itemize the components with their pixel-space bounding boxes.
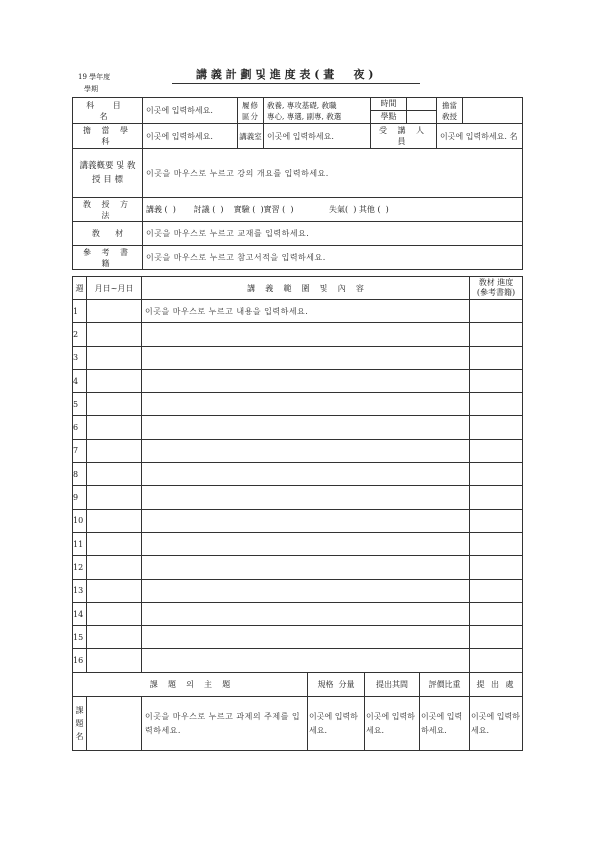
week-date-input[interactable] bbox=[87, 346, 142, 369]
hours-credits-value[interactable] bbox=[407, 98, 437, 124]
week-progress-input[interactable] bbox=[470, 532, 523, 555]
week-date-input[interactable] bbox=[87, 626, 142, 649]
course-type-options[interactable] bbox=[264, 98, 371, 124]
week-number: 9 bbox=[73, 486, 87, 509]
schedule-row bbox=[73, 393, 523, 416]
week-progress-input[interactable] bbox=[470, 579, 523, 602]
subject-input[interactable]: 이곳에 입력하세요. bbox=[143, 98, 238, 124]
week-progress-input[interactable] bbox=[470, 369, 523, 392]
schedule-row bbox=[73, 323, 523, 346]
reference-label: 參 考 書 籍 bbox=[73, 246, 143, 270]
week-content-input[interactable] bbox=[142, 556, 470, 579]
week-progress-input[interactable] bbox=[470, 416, 523, 439]
credits-label: 學點 bbox=[380, 112, 397, 121]
week-date-input[interactable] bbox=[87, 393, 142, 416]
hours-credits-cell bbox=[371, 98, 407, 124]
course-type-options-line1: 敎養, 專攻基礎, 敎職 bbox=[267, 100, 337, 110]
week-number: 13 bbox=[73, 579, 87, 602]
week-progress-input[interactable] bbox=[470, 486, 523, 509]
reference-input[interactable]: 이곳을 마우스로 누르고 참고서적을 입력하세요. bbox=[143, 246, 523, 270]
week-number: 10 bbox=[73, 509, 87, 532]
week-number: 7 bbox=[73, 439, 87, 462]
week-date-input[interactable] bbox=[87, 439, 142, 462]
assignment-due-header: 提出其間 bbox=[365, 673, 420, 697]
week-number: 1 bbox=[73, 300, 87, 323]
room-label: 講義室 bbox=[238, 124, 264, 149]
week-date-input[interactable] bbox=[87, 532, 142, 555]
week-content-input[interactable] bbox=[142, 346, 470, 369]
week-content-input[interactable] bbox=[142, 323, 470, 346]
week-date-input[interactable] bbox=[87, 556, 142, 579]
hours-label: 時間 bbox=[371, 98, 406, 111]
week-progress-input[interactable] bbox=[470, 393, 523, 416]
week-content-input[interactable] bbox=[142, 486, 470, 509]
professor-label: 擔當敎授 bbox=[437, 98, 463, 124]
title-underline bbox=[172, 83, 420, 84]
week-number: 16 bbox=[73, 649, 87, 672]
week-date-input[interactable] bbox=[87, 300, 142, 323]
students-label: 受 講 人 員 bbox=[371, 124, 437, 149]
week-content-input[interactable] bbox=[142, 649, 470, 672]
schedule-row bbox=[73, 463, 523, 486]
assignment-place-input[interactable]: 이곳에 입력하세요. bbox=[470, 697, 523, 751]
week-content-input[interactable] bbox=[142, 416, 470, 439]
week-date-input[interactable] bbox=[87, 463, 142, 486]
week-date-input[interactable] bbox=[87, 579, 142, 602]
week-date-input[interactable] bbox=[87, 369, 142, 392]
assignment-theme-input[interactable]: 이곳을 마우스로 누르고 과제의 주제를 입력하세요. bbox=[142, 697, 308, 751]
week-number: 6 bbox=[73, 416, 87, 439]
progress-header bbox=[470, 277, 523, 300]
week-date-input[interactable] bbox=[87, 416, 142, 439]
week-content-input[interactable] bbox=[142, 532, 470, 555]
schedule-row bbox=[73, 626, 523, 649]
week-content-input[interactable] bbox=[142, 463, 470, 486]
assignment-weight-input[interactable]: 이곳에 입력하세요. bbox=[420, 697, 470, 751]
week-progress-input[interactable] bbox=[470, 300, 523, 323]
schedule-row bbox=[73, 346, 523, 369]
week-number: 12 bbox=[73, 556, 87, 579]
schedule-row bbox=[73, 369, 523, 392]
week-number: 11 bbox=[73, 532, 87, 555]
schedule-row bbox=[73, 509, 523, 532]
assignment-due-input[interactable]: 이곳에 입력하세요. bbox=[365, 697, 420, 751]
progress-header-line2: (參考書籍) bbox=[476, 288, 516, 297]
room-input[interactable]: 이곳에 입력하세요. bbox=[264, 124, 371, 149]
teaching-method-input[interactable]: 講義 ( ) 討議 ( ) 實驗 ( )實習 ( ) 失氣( ) 其他 ( ) bbox=[143, 198, 523, 222]
week-number: 4 bbox=[73, 369, 87, 392]
week-number: 14 bbox=[73, 602, 87, 625]
students-input[interactable]: 이곳에 입력하세요. 名 bbox=[437, 124, 523, 149]
schedule-table bbox=[72, 276, 523, 673]
assignment-place-header: 提 出 處 bbox=[470, 673, 523, 697]
textbook-input[interactable]: 이곳을 마우스로 누르고 교재를 입력하세요. bbox=[143, 222, 523, 246]
week-content-input[interactable] bbox=[142, 579, 470, 602]
week-progress-input[interactable] bbox=[470, 346, 523, 369]
schedule-row bbox=[73, 486, 523, 509]
assignment-weight-header: 評價比重 bbox=[420, 673, 470, 697]
week-progress-input[interactable] bbox=[470, 626, 523, 649]
department-label: 擔 當 學 科 bbox=[73, 124, 143, 149]
schedule-row bbox=[73, 579, 523, 602]
overview-label: 講義槪要 및 敎 授 目 標 bbox=[73, 149, 143, 198]
department-input[interactable]: 이곳에 입력하세요. bbox=[143, 124, 238, 149]
week-content-input[interactable] bbox=[142, 369, 470, 392]
teaching-method-label: 敎 授 方 法 bbox=[73, 198, 143, 222]
week-progress-input[interactable] bbox=[470, 323, 523, 346]
week-progress-input[interactable] bbox=[470, 509, 523, 532]
week-content-input[interactable] bbox=[142, 602, 470, 625]
week-content-input[interactable] bbox=[142, 393, 470, 416]
textbook-label: 敎 材 bbox=[73, 222, 143, 246]
week-progress-input[interactable] bbox=[470, 439, 523, 462]
schedule-row bbox=[73, 439, 523, 462]
week-date-input[interactable] bbox=[87, 509, 142, 532]
schedule-row bbox=[73, 602, 523, 625]
week-number: 3 bbox=[73, 346, 87, 369]
academic-year-label: 19 學年度 bbox=[78, 73, 111, 81]
schedule-row bbox=[73, 556, 523, 579]
week-progress-input[interactable] bbox=[470, 556, 523, 579]
assignment-name-input[interactable] bbox=[87, 697, 142, 751]
date-range-header: 月日~月日 bbox=[87, 277, 142, 300]
assignment-table bbox=[72, 672, 523, 751]
progress-header-line1: 敎材 進度 bbox=[478, 278, 514, 287]
schedule-row bbox=[73, 300, 523, 323]
week-content-input[interactable]: 이곳을 마우스로 누르고 내용을 입력하세요. bbox=[142, 300, 470, 323]
week-progress-input[interactable] bbox=[470, 463, 523, 486]
semester-label: 學期 bbox=[84, 85, 98, 93]
professor-input[interactable] bbox=[463, 98, 523, 124]
schedule-row bbox=[73, 532, 523, 555]
week-date-input[interactable] bbox=[87, 486, 142, 509]
assignment-theme-header: 課 題 의 主 題 bbox=[73, 673, 308, 697]
week-content-input[interactable] bbox=[142, 439, 470, 462]
week-header: 週 bbox=[73, 277, 87, 300]
assignment-scale-header: 規格 分量 bbox=[308, 673, 365, 697]
week-number: 5 bbox=[73, 393, 87, 416]
schedule-rows bbox=[73, 300, 523, 673]
course-type-label: 履修區分 bbox=[238, 98, 264, 124]
content-header: 講 義 範 圍 및 內 容 bbox=[142, 277, 470, 300]
week-date-input[interactable] bbox=[87, 602, 142, 625]
course-type-options-line2: 專心, 專選, 副專, 敎選 bbox=[267, 111, 342, 121]
schedule-row bbox=[73, 649, 523, 672]
week-date-input[interactable] bbox=[87, 323, 142, 346]
week-number: 8 bbox=[73, 463, 87, 486]
overview-input[interactable]: 이곳을 마우스로 누르고 강의 개요를 입력하세요. bbox=[143, 149, 523, 198]
week-number: 15 bbox=[73, 626, 87, 649]
week-content-input[interactable] bbox=[142, 509, 470, 532]
assignment-side-label: 課題名 bbox=[73, 697, 87, 751]
assignment-scale-input[interactable]: 이곳에 입력하세요. bbox=[308, 697, 365, 751]
subject-label: 科 目 名 bbox=[73, 98, 143, 124]
schedule-row bbox=[73, 416, 523, 439]
page-title: 講 義 計 劃 및 進 度 表 ( 晝 夜 ) bbox=[196, 68, 374, 81]
week-number: 2 bbox=[73, 323, 87, 346]
week-progress-input[interactable] bbox=[470, 602, 523, 625]
week-date-input[interactable] bbox=[87, 649, 142, 672]
week-content-input[interactable] bbox=[142, 626, 470, 649]
week-progress-input[interactable] bbox=[470, 649, 523, 672]
course-info-table bbox=[72, 97, 523, 270]
